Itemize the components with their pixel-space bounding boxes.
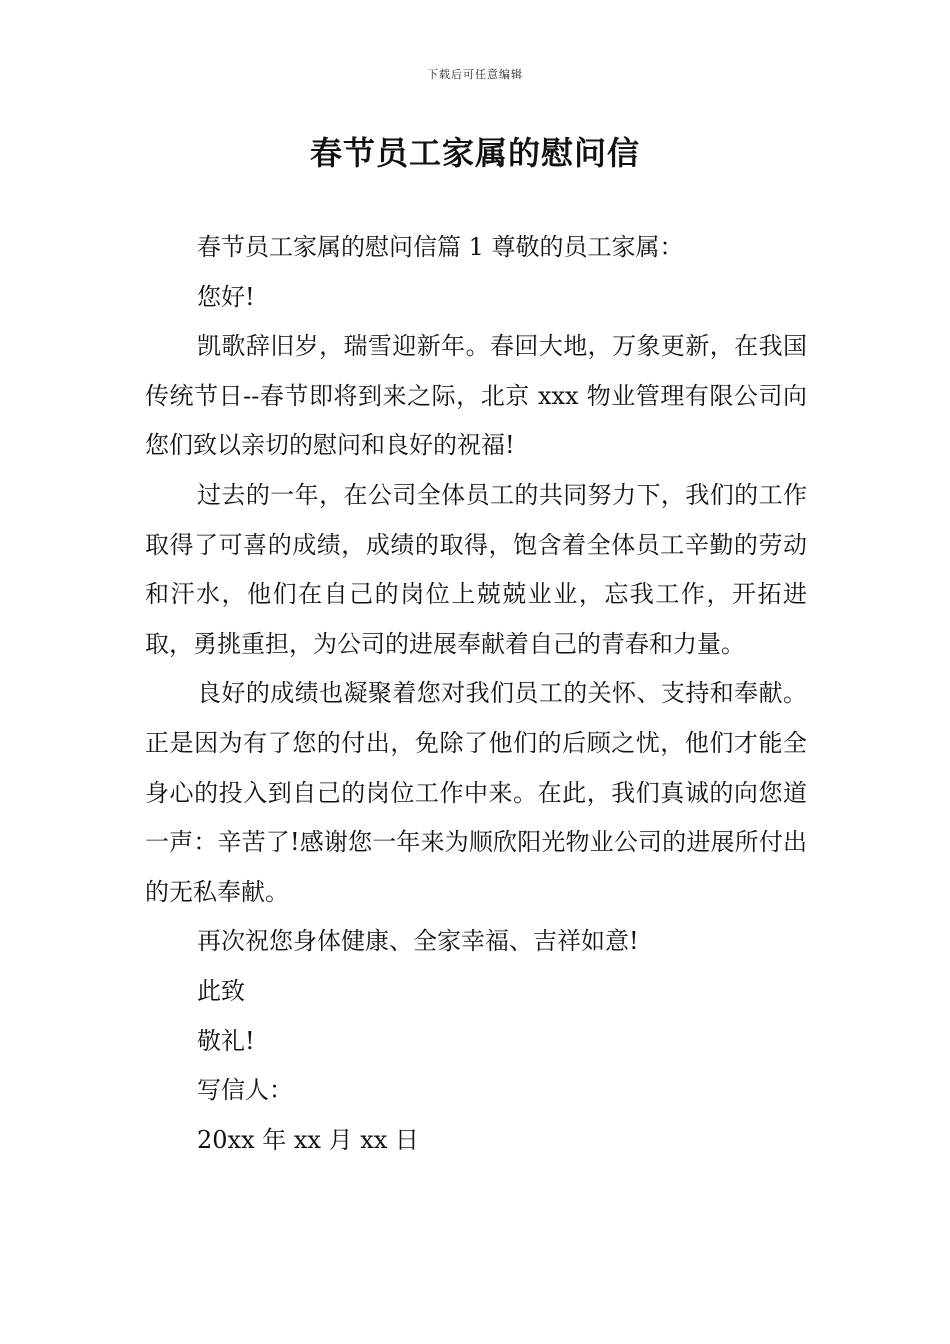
paragraph-new-year: 凯歌辞旧岁，瑞雪迎新年。春回大地，万象更新，在我国传统节日--春节即将到来之际，北京 xxx 物业管理有限公司向您们致以亲切的慰问和良好的祝福! bbox=[145, 332, 807, 460]
paragraph-greeting: 您好! bbox=[197, 282, 255, 311]
document-title: 春节员工家属的慰问信 bbox=[309, 134, 640, 172]
paragraph-closing-1: 此致 bbox=[197, 976, 245, 1005]
letter-body bbox=[145, 223, 807, 1165]
paragraph-date: 20xx 年 xx 月 xx 日 bbox=[197, 1125, 419, 1154]
paragraph-wishes: 再次祝您身体健康、全家幸福、吉祥如意! bbox=[197, 927, 639, 956]
paragraph-signature-label: 写信人： bbox=[197, 1076, 293, 1105]
paragraph-closing-2: 敬礼! bbox=[197, 1026, 255, 1055]
paragraph-achievements: 过去的一年，在公司全体员工的共同努力下，我们的工作取得了可喜的成绩，成绩的取得，饱含着全体员工辛勤的劳动和汗水，他们在自己的岗位上兢兢业业，忘我工作，开拓进取，勇挑重担，为公司的进展奉献着自己的青春和力量。 bbox=[145, 480, 807, 658]
paragraph-salutation-line: 春节员工家属的慰问信篇 1 尊敬的员工家属： bbox=[197, 233, 684, 261]
paragraph-thanks: 良好的成绩也凝聚着您对我们员工的关怀、支持和奉献。正是因为有了您的付出，免除了他们的后顾之忧，他们才能全身心的投入到自己的岗位工作中来。在此，我们真诚的向您道一声：辛苦了!感谢您一年来为顺欣阳光物业公司的进展所付出的无私奉献。 bbox=[145, 679, 807, 906]
header-note: 下载后可任意编辑 bbox=[427, 68, 523, 81]
